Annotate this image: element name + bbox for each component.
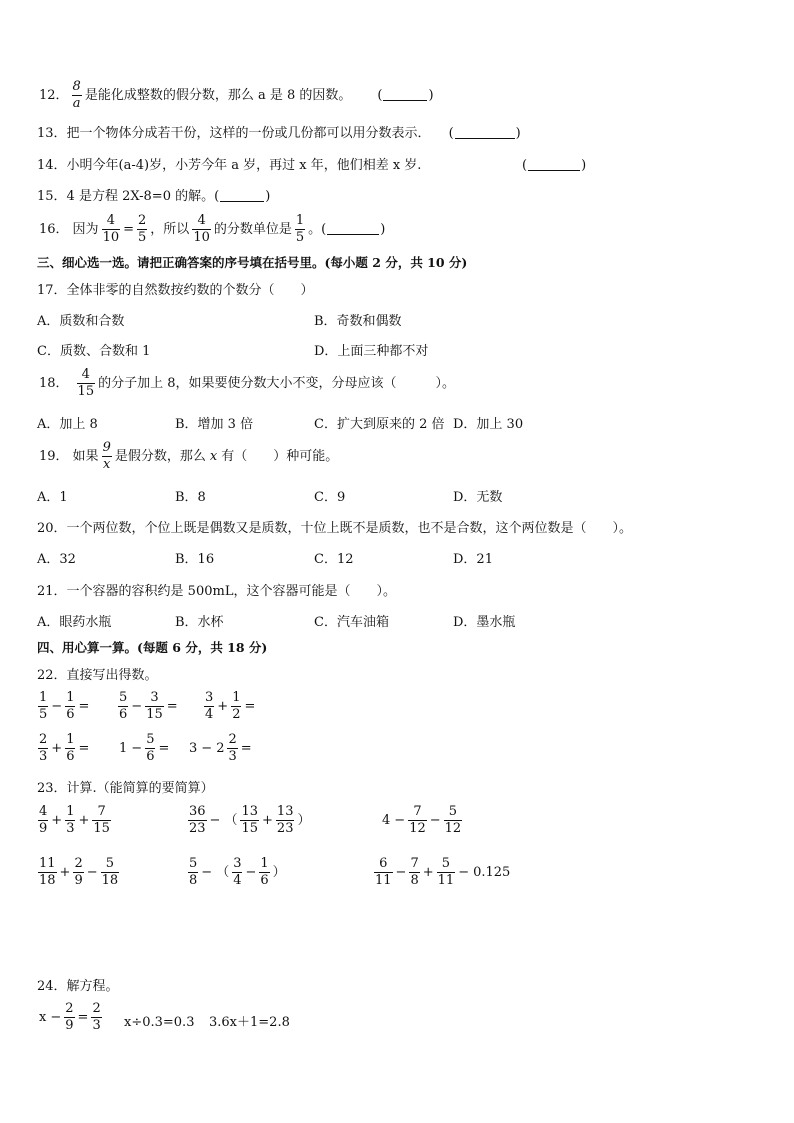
q18-option-b[interactable]: B．增加 3 倍 [175,417,254,432]
question-13: 13．把一个物体分成若干份，这样的一份或几份都可以用分数表示． ( ) [37,126,521,141]
q17-option-c[interactable]: C．质数、合数和 1 [37,344,151,359]
q18-option-a[interactable]: A．加上 8 [37,417,98,432]
q22-expr-3: $\frac{3}{4}$ + $\frac{1}{2}$ = [205,690,256,723]
question-15: 15．4 是方程 2X-8=0 的解。( ) [37,189,271,204]
q17-option-a[interactable]: A．质数和合数 [37,314,125,329]
q22-expr-2: $\frac{5}{6}$ − $\frac{3}{15}$ = [119,690,178,723]
q22-expr-6: 3 − 2 $\frac{2}{3}$ = [189,732,252,765]
q20-option-b[interactable]: B．16 [175,552,215,567]
question-22: 22．直接写出得数。 [37,668,158,683]
q18-option-c[interactable]: C．扩大到原来的 2 倍 [314,417,445,432]
q23-expr-4: $\frac{11}{18}$ + $\frac{2}{9}$ − $\frac{5}{18}$ [39,856,119,889]
q20-option-d[interactable]: D．21 [453,552,493,567]
question-12: 12． $\frac{8}{a}$ 是能化成整数的假分数，那么 a 是 8 的因数。 ( ) [39,79,434,112]
question-19: 19． 如果 $\frac{9}{x}$ 是假分数，那么 x 有（ ）种可能。 [39,440,339,473]
q23-expr-2: $\frac{36}{23}$ − （ $\frac{13}{15}$ + $\frac{13}{23}$ ） [189,804,311,837]
q20-option-a[interactable]: A．32 [37,552,76,567]
answer-blank-13[interactable] [455,138,515,139]
question-20: 20．一个两位数，个位上既是偶数又是质数，十位上既不是质数，也不是合数，这个两位数是（ ）。 [37,521,633,536]
q22-expr-1: $\frac{1}{5}$ − $\frac{1}{6}$ = [39,690,90,723]
q19-option-d[interactable]: D．无数 [453,490,503,505]
question-18: 18． $\frac{4}{15}$ 的分子加上 8，如果要使分数大小不变，分母应该（ ）。 [39,367,455,400]
q23-expr-1: $\frac{4}{9}$ + $\frac{1}{3}$ + $\frac{7}{15}$ [39,804,110,837]
fraction-2-5: $\frac{2}{5}$ [138,213,147,246]
q23-expr-6: $\frac{6}{11}$ − $\frac{7}{8}$ + $\frac{5}{11}$ − 0.125 [375,856,511,889]
fraction-9-over-x: $\frac{9}{x}$ [102,440,111,473]
question-17: 17．全体非零的自然数按约数的个数分（ ） [37,283,314,298]
question-23: 23．计算.（能简算的要简算） [37,781,214,796]
section-4-heading: 四、用心算一算。(每题 6 分，共 18 分) [37,640,268,655]
question-14-answer: ( ) [522,158,587,173]
question-24: 24．解方程。 [37,979,119,994]
answer-blank-14[interactable] [528,170,580,171]
q24-equation-3: 3.6x＋1=2.8 [209,1015,290,1030]
q21-option-c[interactable]: C．汽车油箱 [314,615,389,630]
q21-option-d[interactable]: D．墨水瓶 [453,615,516,630]
question-16: 16． 因为 $\frac{4}{10}$ = $\frac{2}{5}$ ，所以 $\frac{4}{10}$ 的分数单位是 $\frac{1}{5}$ 。( ) [39,213,386,246]
section-3-heading: 三、细心选一选。请把正确答案的序号填在括号里。(每小题 2 分，共 10 分) [37,255,468,270]
fraction-4-15: $\frac{4}{15}$ [77,367,95,400]
q24-equation-1: x − $\frac{2}{9}$ = $\frac{2}{3}$ [39,1001,101,1034]
q22-expr-5: 1 − $\frac{5}{6}$ = [119,732,170,765]
q21-option-b[interactable]: B．水杯 [175,615,224,630]
q24-equation-2: x÷0.3=0.3 [124,1015,195,1030]
q21-option-a[interactable]: A．眼药水瓶 [37,615,112,630]
fraction-4-10: $\frac{4}{10}$ [102,213,120,246]
q22-expr-4: $\frac{2}{3}$ + $\frac{1}{6}$ = [39,732,90,765]
q23-expr-3: 4 − $\frac{7}{12}$ − $\frac{5}{12}$ [382,804,462,837]
answer-blank-12[interactable] [383,100,427,101]
q17-option-d[interactable]: D．上面三种都不对 [314,344,429,359]
answer-blank-16[interactable] [327,234,379,235]
q20-option-c[interactable]: C．12 [314,552,354,567]
question-14: 14．小明今年(a-4)岁，小芳今年 a 岁，再过 x 年，他们相差 x 岁. [37,158,422,173]
q19-option-b[interactable]: B．8 [175,490,206,505]
fraction-4-10-b: $\frac{4}{10}$ [193,213,210,246]
q23-expr-5: $\frac{5}{8}$ − （ $\frac{3}{4}$ − $\frac{1}{6}$ ） [189,856,286,889]
q17-option-b[interactable]: B．奇数和偶数 [314,314,402,329]
fraction-8-over-a: $\frac{8}{a}$ [72,79,81,112]
q18-option-d[interactable]: D．加上 30 [453,417,524,432]
q19-option-c[interactable]: C．9 [314,490,346,505]
question-21: 21．一个容器的容积约是 500mL，这个容器可能是（ ）。 [37,584,396,599]
q19-option-a[interactable]: A．1 [37,490,68,505]
fraction-1-5: $\frac{1}{5}$ [295,213,305,246]
answer-blank-15[interactable] [220,201,264,202]
